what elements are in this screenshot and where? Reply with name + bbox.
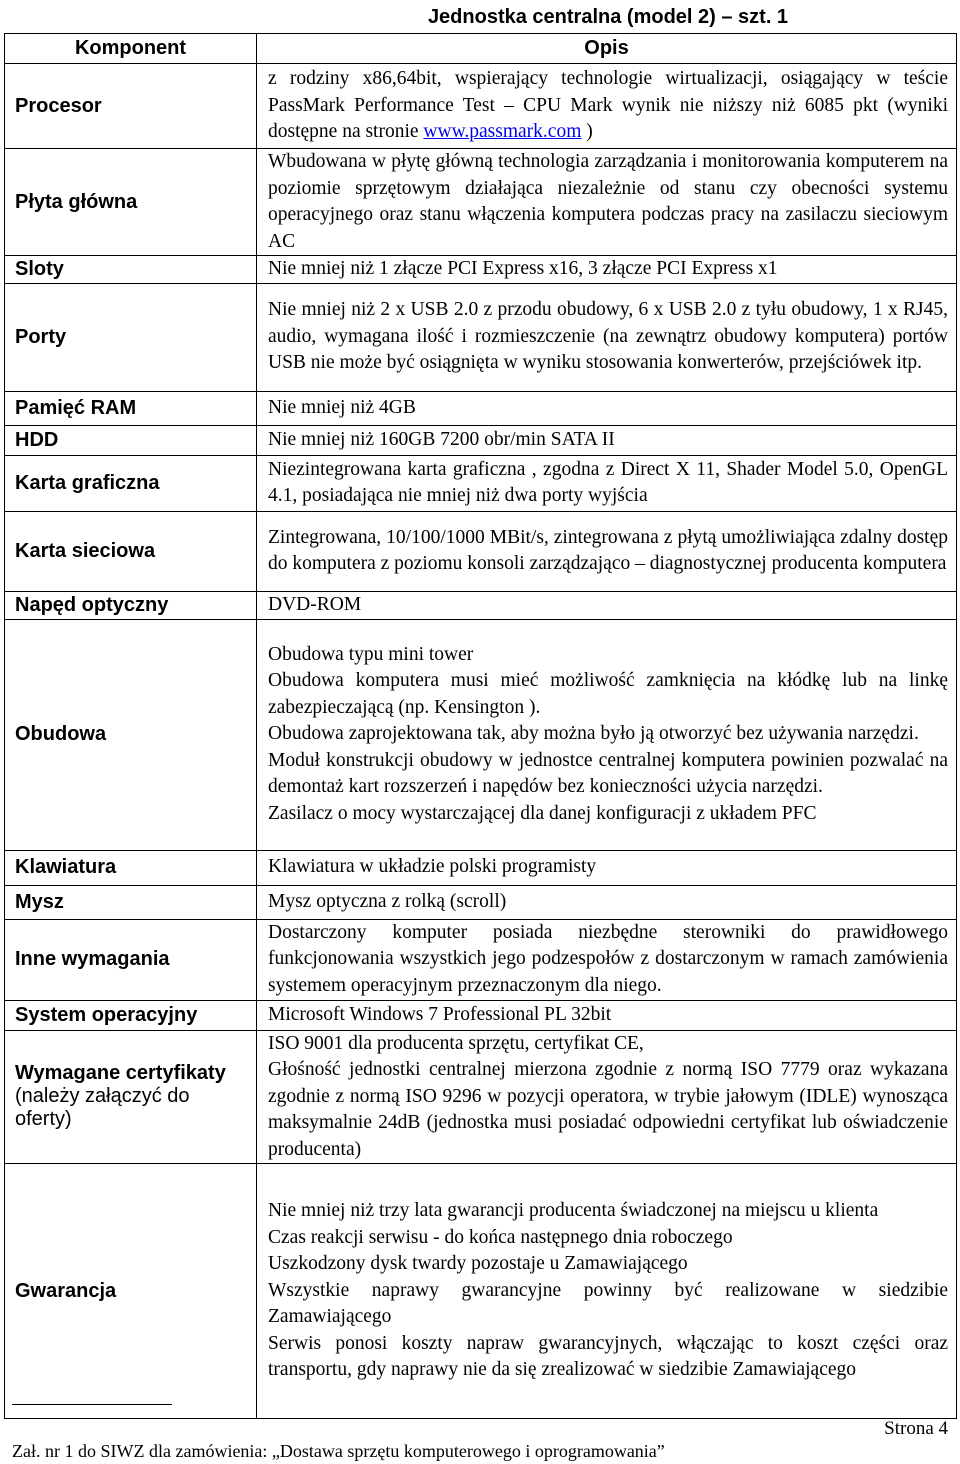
description-text: Obudowa typu mini tower — [268, 643, 474, 665]
description-line — [268, 1057, 948, 1163]
description-line — [268, 801, 948, 828]
description-text: Głośność jednostki centralnej mierzona zgodnie z normą ISO 7779 oraz wykazana zgodnie z normą ISO 9296 w pozycji operatora, w trybie jałowym (IDLE) wynosząca maksymalnie 24dB (jednostka musi posiadać odpowiedni certyfikat lub oświadczenie producenta) — [268, 1059, 948, 1160]
description-line — [268, 297, 948, 377]
component-name: Karta sieciowa — [15, 539, 156, 562]
description-text: Klawiatura w układzie polski programisty — [268, 856, 597, 878]
component-name: System operacyjny — [15, 1003, 198, 1026]
component-name: Wymagane certyfikaty — [15, 1062, 226, 1085]
description-line — [268, 427, 948, 454]
description-cell — [257, 64, 957, 149]
description-line — [268, 1002, 948, 1029]
description-cell — [257, 283, 957, 391]
description-line — [268, 889, 948, 916]
component-cell — [5, 149, 257, 256]
description-text: Obudowa komputera musi mieć możliwość zamknięcia na kłódkę lub na linkę zabezpieczającą (np. Kensington ). — [268, 670, 948, 718]
component-name: Porty — [15, 325, 67, 348]
description-line — [268, 1198, 948, 1225]
footer-rule — [12, 1404, 172, 1405]
description-line — [268, 668, 948, 721]
table-row — [5, 1030, 957, 1164]
description-line — [268, 1278, 948, 1331]
description-line — [268, 149, 948, 255]
description-text: z rodziny x86,64bit, wspierający technologie wirtualizacji, osiągający w teście PassMark Performance Test – CPU Mark wynik nie niższy niż 6085 pkt (wyniki dostępne na stronie — [268, 68, 948, 143]
description-text: Moduł konstrukcji obudowy w jednostce centralnej komputera powinien pozwalać na demontaż kart rozszerzeń i napędów bez konieczności użycia narzędzi. — [268, 749, 948, 798]
description-line — [268, 920, 948, 1000]
description-text: Wszystkie naprawy gwarancyjne powinny być realizowane w siedzibie Zamawiającego — [268, 1279, 948, 1328]
description-text: Microsoft Windows 7 Professional PL 32bit — [268, 1003, 612, 1025]
description-cell — [257, 591, 957, 619]
description-line — [268, 256, 948, 283]
component-cell — [5, 619, 257, 850]
description-tail: ) — [586, 121, 593, 143]
header-row — [5, 34, 957, 64]
table-row — [5, 256, 957, 284]
component-cell — [5, 1000, 257, 1030]
table-row — [5, 455, 957, 511]
component-cell — [5, 391, 257, 425]
description-text: Nie mniej niż 4GB — [268, 396, 416, 418]
description-text: Nie mniej niż 160GB 7200 obr/min SATA II — [268, 428, 615, 450]
component-name: Płyta główna — [15, 190, 138, 213]
table-row — [5, 149, 957, 256]
description-line — [268, 1225, 948, 1252]
description-text: ISO 9001 dla producenta sprzętu, certyfikat CE, — [268, 1032, 644, 1054]
table-row — [5, 1000, 957, 1030]
description-cell — [257, 511, 957, 591]
component-name: Gwarancja — [15, 1279, 117, 1302]
table-row — [5, 919, 957, 1000]
component-name: Karta graficzna — [15, 471, 160, 494]
description-line — [268, 592, 948, 619]
description-text: Zasilacz o mocy wystarczającej dla danej konfiguracji z układem PFC — [268, 802, 817, 824]
component-cell — [5, 64, 257, 149]
description-line — [268, 66, 948, 146]
description-cell — [257, 850, 957, 885]
description-cell — [257, 1000, 957, 1030]
table-row — [5, 283, 957, 391]
description-cell — [257, 149, 957, 256]
component-cell — [5, 919, 257, 1000]
description-text: Dostarczony komputer posiada niezbędne sterowniki do prawidłowego funkcjonowania wszystkich jego podzespołów z dostarczonym w ramach zamówienia systemem operacyjnym przeznaczonym dla niego. — [268, 921, 948, 996]
description-line — [268, 457, 948, 510]
page-number: Strona 4 — [884, 1418, 948, 1439]
table-row — [5, 391, 957, 425]
description-text: Wbudowana w płytę główną technologia zarządzania i monitorowania komputerem na poziomie sprzętowym działająca niezależnie od stanu czy obecności systemu operacyjnego oraz stanu włączenia komputera podczas pracy na zasilaczu sieciowym AC — [268, 151, 948, 252]
component-cell — [5, 256, 257, 284]
description-text: DVD-ROM — [268, 593, 362, 615]
description-cell — [257, 256, 957, 284]
description-line — [268, 1331, 948, 1384]
component-cell — [5, 1164, 257, 1419]
component-name: Napęd optyczny — [15, 593, 169, 616]
description-text: Czas reakcji serwisu - do końca następnego dnia roboczego — [268, 1226, 733, 1248]
component-cell — [5, 283, 257, 391]
description-cell — [257, 619, 957, 850]
description-line — [268, 1031, 948, 1058]
passmark-link[interactable]: www.passmark.com — [423, 121, 582, 143]
description-line — [268, 721, 948, 748]
description-cell — [257, 391, 957, 425]
table-row — [5, 619, 957, 850]
description-cell — [257, 1164, 957, 1419]
description-cell — [257, 919, 957, 1000]
description-line — [268, 642, 948, 669]
component-note: (należy załączyć do oferty) — [15, 1085, 190, 1131]
description-cell — [257, 1030, 957, 1164]
component-cell — [5, 511, 257, 591]
description-line — [268, 395, 948, 422]
component-name: Mysz — [15, 890, 64, 913]
page-heading: Jednostka centralna (model 2) – szt. 1 — [427, 6, 789, 28]
description-text: Nie mniej niż 2 x USB 2.0 z przodu obudowy, 6 x USB 2.0 z tyłu obudowy, 1 x RJ45, audio, wymagana ilość i rozmieszczenie (na zewnątrz obudowy komputera) portów USB nie może być osiągnięta w wyniku stosowania konwerterów, przejściówek itp. — [268, 299, 948, 374]
table-row — [5, 591, 957, 619]
table-row — [5, 511, 957, 591]
description-cell — [257, 455, 957, 511]
description-text: Mysz optyczna z rolką (scroll) — [268, 890, 507, 912]
description-line — [268, 854, 948, 881]
footer-text: Zał. nr 1 do SIWZ dla zamówienia: „Dostawa sprzętu komputerowego i oprogramowania” — [12, 1441, 665, 1461]
component-name: Sloty — [15, 257, 64, 280]
description-line — [268, 1251, 948, 1278]
description-cell — [257, 425, 957, 455]
description-text: Nie mniej niż trzy lata gwarancji producenta świadczonej na miejscu u klienta — [268, 1200, 879, 1222]
table-row — [5, 885, 957, 919]
description-cell — [257, 885, 957, 919]
table-row — [5, 1164, 957, 1419]
description-text: Zintegrowana, 10/100/1000 MBit/s, zintegrowana z płytą umożliwiająca zdalny dostęp do komputera z poziomu konsoli zarządzająco – diagnostycznej producenta komputera — [268, 526, 948, 574]
component-header: Komponent — [5, 34, 257, 64]
spec-table — [4, 33, 957, 1419]
description-text: Uszkodzony dysk twardy pozostaje u Zamawiającego — [268, 1253, 688, 1275]
component-cell — [5, 455, 257, 511]
description-header: Opis — [257, 34, 957, 64]
description-line — [268, 525, 948, 578]
description-text: Niezintegrowana karta graficzna , zgodna z Direct X 11, Shader Model 5.0, OpenGL 4.1, posiadająca nie mniej niż dwa porty wyjścia — [268, 458, 948, 506]
component-name: Pamięć RAM — [15, 396, 137, 419]
component-cell — [5, 1030, 257, 1164]
component-cell — [5, 885, 257, 919]
component-name: Inne wymagania — [15, 948, 170, 970]
table-row — [5, 64, 957, 149]
description-text: Serwis ponosi koszty napraw gwarancyjnych, włączając to koszt części oraz transportu, gdy naprawy nie da się zrealizować w siedzibie Zamawiającego — [268, 1332, 948, 1381]
description-text: Obudowa zaprojektowana tak, aby można było ją otworzyć bez używania narzędzi. — [268, 723, 919, 745]
component-cell — [5, 591, 257, 619]
description-line — [268, 748, 948, 801]
table-row — [5, 425, 957, 455]
component-name: HDD — [15, 428, 59, 451]
component-cell — [5, 850, 257, 885]
table-row — [5, 850, 957, 885]
component-name: Obudowa — [15, 723, 107, 745]
component-name: Klawiatura — [15, 856, 117, 878]
component-cell — [5, 425, 257, 455]
description-text: Nie mniej niż 1 złącze PCI Express x16, 3 złącze PCI Express x1 — [268, 258, 778, 279]
component-name: Procesor — [15, 94, 102, 117]
